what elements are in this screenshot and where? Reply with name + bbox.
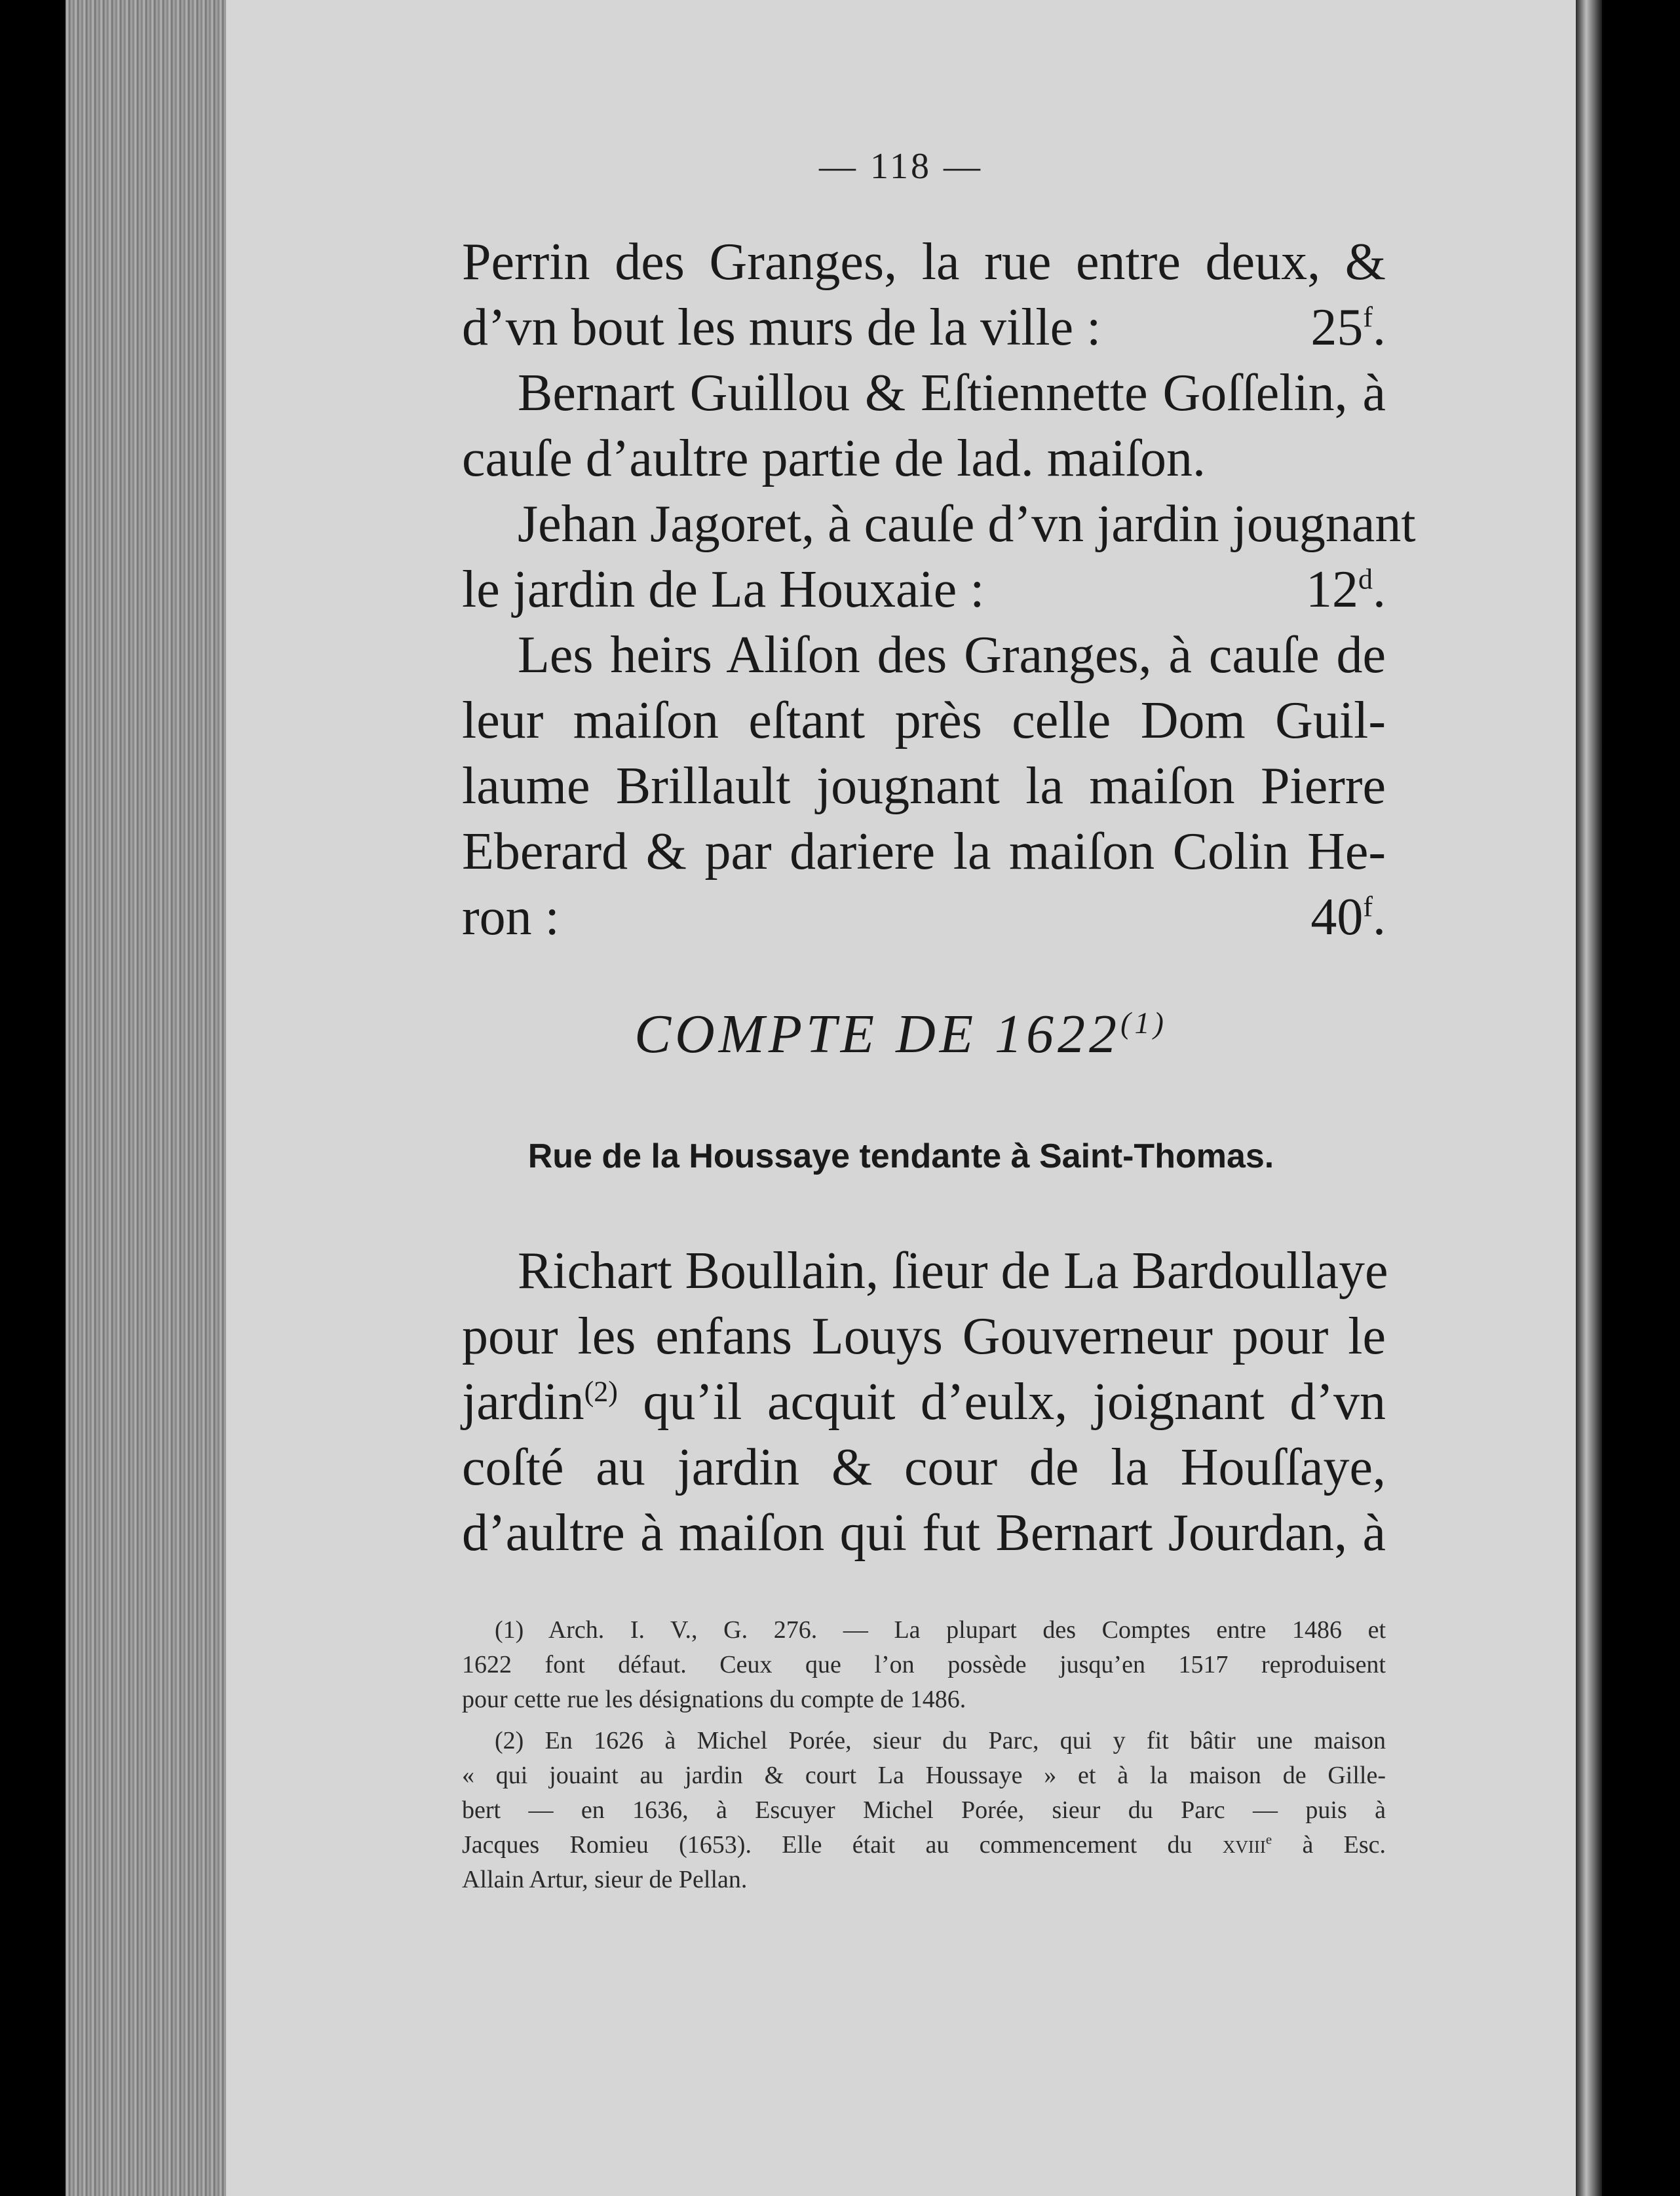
- page-number: — 118 —: [819, 146, 983, 187]
- text-line: Richart Boullain, ſieur de La Bardoullaye: [518, 1242, 1388, 1300]
- text-line: Eberard & par dariere la maiſon Colin He-: [462, 823, 1386, 880]
- footnote-line: bert — en 1636, à Escuyer Michel Porée, sieur du Parc — puis à: [462, 1796, 1386, 1824]
- footnote-line: Allain Artur, sieur de Pellan.: [462, 1866, 748, 1893]
- footnotes: [462, 1613, 1386, 1897]
- footnote-line: pour cette rue les désignations du compte de 1486.: [462, 1686, 966, 1713]
- text-line: pour les enfans Louys Gouverneur pour le: [462, 1308, 1386, 1365]
- text-line: Bernart Guillou & Eſtiennette Goſſelin, à: [518, 364, 1386, 422]
- amount-unit: f: [1363, 890, 1373, 923]
- superscript: e: [1265, 1831, 1272, 1847]
- footnote-line: « qui jouaint au jardin & court La Houssaye » et à la maison de Gille-: [462, 1762, 1386, 1789]
- century-numeral: xviii: [1222, 1831, 1266, 1859]
- text-line: leur maiſon eſtant près celle Dom Guil-: [462, 692, 1386, 749]
- section-heading: [226, 1002, 1576, 1066]
- amount: 12$^d$.: [1306, 561, 1386, 618]
- text-line: [462, 1369, 1386, 1435]
- street-heading: Rue de la Houssaye tendante à Saint-Thomas.: [527, 1137, 1274, 1175]
- text-line: Les heirs Aliſon des Granges, à cauſe de: [518, 626, 1386, 684]
- text-line: [462, 884, 1386, 950]
- footnote-ref: (1): [1120, 1006, 1168, 1040]
- body-entry: [462, 1238, 1386, 1566]
- amount-unit: f: [1363, 301, 1373, 333]
- text-fragment: qu’il acquit d’eulx, joignant d’vn: [643, 1373, 1386, 1431]
- text-line: Perrin des Granges, la rue entre deux, &: [462, 233, 1386, 291]
- text-line: coſté au jardin & cour de la Houſſaye,: [462, 1439, 1386, 1496]
- heading-text: COMPTE DE 1622: [634, 1004, 1121, 1065]
- footnote-line: (1) Arch. I. V., G. 276. — La plupart des Comptes entre 1486 et: [495, 1616, 1386, 1644]
- footnote-line: (2) En 1626 à Michel Porée, sieur du Parc, qui y fit bâtir une maison: [495, 1727, 1386, 1754]
- footnote-ref: (2): [584, 1375, 618, 1408]
- top-entries: [462, 229, 1416, 950]
- text-fragment: ron :: [462, 888, 560, 946]
- next-page-edge: [1576, 0, 1602, 2196]
- text-line: d’aultre à maiſon qui fut Bernart Jourdan, à: [462, 1504, 1386, 1562]
- text-fragment: d’vn bout les murs de la ville :: [462, 299, 1101, 356]
- amount-value: 12: [1306, 561, 1358, 618]
- amount-value: 25: [1310, 299, 1364, 356]
- footnote-line: 1622 font défaut. Ceux que l’on possède jusqu’en 1517 reproduisent: [462, 1651, 1386, 1678]
- text-fragment: jardin: [462, 1373, 584, 1431]
- text-line: Jehan Jagoret, à cauſe d’vn jardin jougnant: [518, 495, 1416, 553]
- amount: 25$^f$.: [1310, 299, 1386, 356]
- text-fragment: Jacques Romieu (1653). Elle était au commencement du: [462, 1831, 1193, 1859]
- text-line: [462, 557, 1386, 622]
- text-fragment: à Esc.: [1302, 1831, 1386, 1859]
- footnote-line: [462, 1828, 1386, 1863]
- amount: 40$^f$.: [1310, 888, 1386, 946]
- text-line: laume Brillault jougnant la maiſon Pierre: [462, 757, 1386, 815]
- text-fragment: le jardin de La Houxaie :: [462, 561, 985, 618]
- page-edges: [66, 0, 236, 2196]
- text-line: cauſe d’aultre partie de lad. maiſon.: [462, 430, 1206, 487]
- amount-unit: d: [1358, 563, 1373, 596]
- text-line: [462, 295, 1386, 360]
- amount-value: 40: [1310, 888, 1364, 946]
